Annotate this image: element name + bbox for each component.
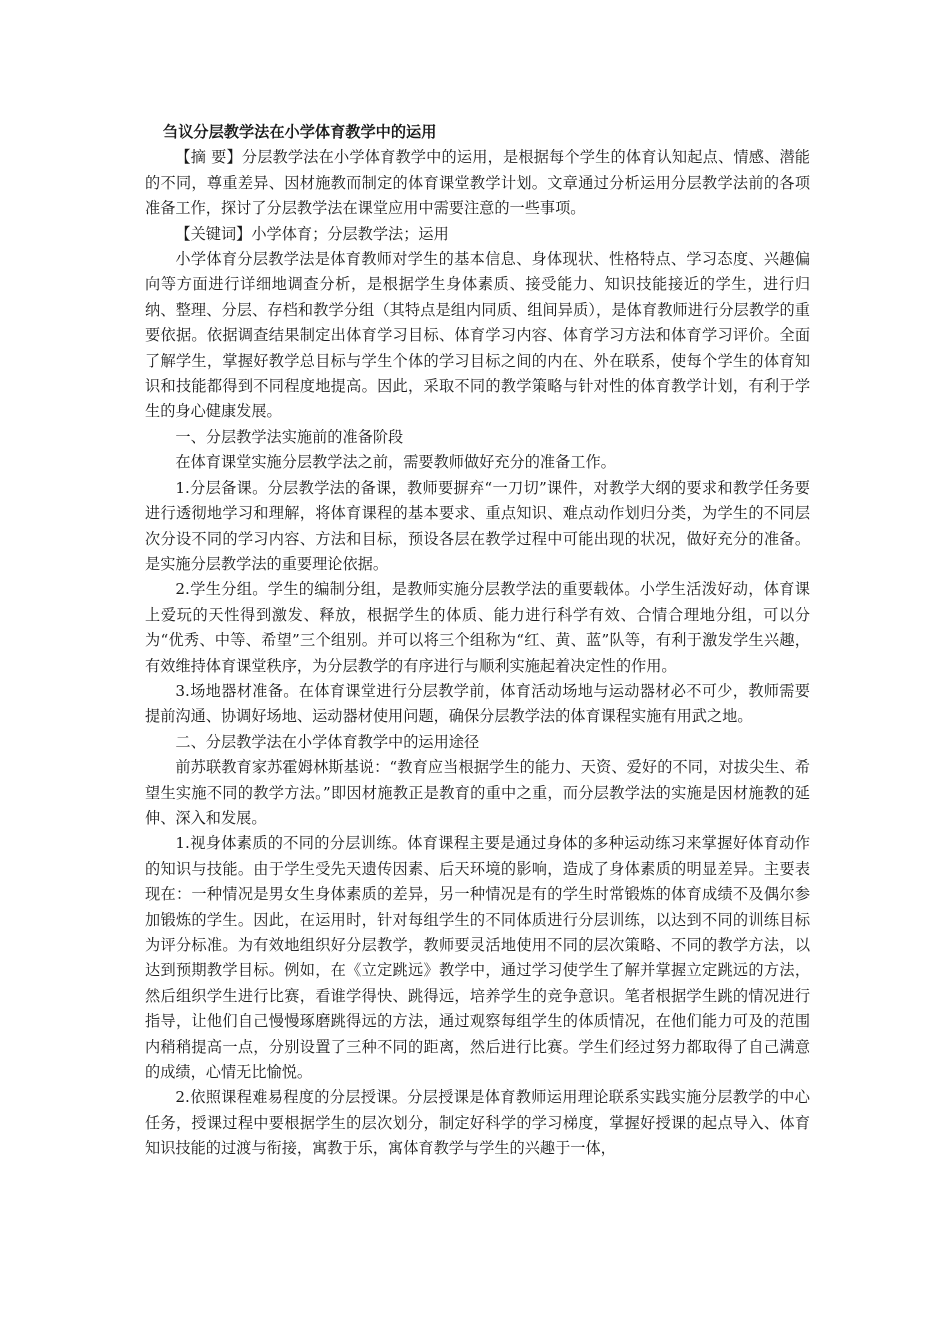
body-paragraph: 在体育课堂实施分层教学法之前，需要教师做好充分的准备工作。: [175, 453, 616, 472]
document-title: 刍议分层教学法在小学体育教学中的运用: [163, 123, 437, 141]
abstract-paragraph: 【摘 要】分层教学法在小学体育教学中的运用，是根据每个学生的体育认知起点、情感、潜能的不同，尊重差异、因材施教而制定的体育课堂教学计划。文章通过分析运用分层教学法前的各项准备工作，探讨了分层教学法在课堂应用中需要注意的一些事项。: [145, 148, 810, 218]
body-paragraph: 3.场地器材准备。在体育课堂进行分层教学前，体育活动场地与运动器材必不可少，教师需要提前沟通、协调好场地、运动器材使用问题，确保分层教学法的体育课程实施有用武之地。: [145, 681, 810, 726]
body-paragraph: 1.视身体素质的不同的分层训练。体育课程主要是通过身体的多种运动练习来掌握好体育动作的知识与技能。由于学生受先天遗传因素、后天环境的影响，造成了身体素质的明显差异。主要表现在：一种情况是男女生身体素质的差异，另一种情况是有的学生时常锻炼的体育成绩不及偶尔参加锻炼的学生。因此，在运用时，针对每组学生的不同体质进行分层训练，以达到不同的训练目标为评分标准。为有效地组织好分层教学，教师要灵活地使用不同的层次策略、不同的教学方法，以达到预期教学目标。例如，在《立定跳远》教学中，通过学习使学生了解并掌握立定跳远的方法，然后组织学生进行比赛，看谁学得快、跳得远，培养学生的竞争意识。笔者根据学生跳的情况进行指导，让他们自己慢慢琢磨跳得远的方法，通过观察每组学生的体质情况，在他们能力可及的范围内稍稍提高一点，分别设置了三种不同的距离，然后进行比赛。学生们经过努力都取得了自己满意的成绩，心情无比愉悦。: [145, 834, 810, 1082]
section-heading-2: 二、分层教学法在小学体育教学中的运用途径: [175, 732, 480, 751]
document-page: [145, 120, 810, 1162]
section-heading-1: 一、分层教学法实施前的准备阶段: [175, 427, 404, 446]
keywords-paragraph: 【关键词】小学体育；分层教学法；运用: [175, 224, 449, 243]
body-paragraph: 前苏联教育家苏霍姆林斯基说：“教育应当根据学生的能力、天资、爱好的不同，对拔尖生、希望生实施不同的教学方法。”即因材施教正是教育的重中之重，而分层教学法的实施是因材施教的延伸、深入和发展。: [145, 758, 810, 827]
body-paragraph: 1.分层备课。分层教学法的备课，教师要摒弃“一刀切”课件，对教学大纲的要求和教学任务要进行透彻地学习和理解，将体育课程的基本要求、重点知识、难点动作划归分类，为学生的不同层次分设不同的学习内容、方法和目标，预设各层在教学过程中可能出现的状况，做好充分的准备。是实施分层教学法的重要理论依据。: [145, 478, 810, 573]
body-paragraph: 2.依照课程难易程度的分层授课。分层授课是体育教师运用理论联系实践实施分层教学的中心任务，授课过程中要根据学生的层次划分，制定好科学的学习梯度，掌握好授课的起点导入、体育知识技能的过渡与衔接，寓教于乐，寓体育教学与学生的兴趣于一体，: [145, 1088, 810, 1158]
body-paragraph: 2.学生分组。学生的编制分组，是教师实施分层教学法的重要载体。小学生活泼好动，体育课上爱玩的天性得到激发、释放，根据学生的体质、能力进行科学有效、合情合理地分组，可以分为“优秀、中等、希望”三个组别。并可以将三个组称为“红、黄、蓝”队等，有利于激发学生兴趣，有效维持体育课堂秩序，为分层教学的有序进行与顺利实施起着决定性的作用。: [145, 580, 810, 675]
intro-paragraph: 小学体育分层教学法是体育教师对学生的基本信息、身体现状、性格特点、学习态度、兴趣偏向等方面进行详细地调查分析，是根据学生身体素质、接受能力、知识技能接近的学生，进行归纳、整理、分层、存档和教学分组（其特点是组内同质、组间异质），是体育教师进行分层教学的重要依据。依据调查结果制定出体育学习目标、体育学习内容、体育学习方法和体育学习评价。全面了解学生，掌握好教学总目标与学生个体的学习目标之间的内在、外在联系，使每个学生的体育知识和技能都得到不同程度地提高。因此，采取不同的教学策略与针对性的体育教学计划，有利于学生的身心健康发展。: [145, 250, 810, 421]
